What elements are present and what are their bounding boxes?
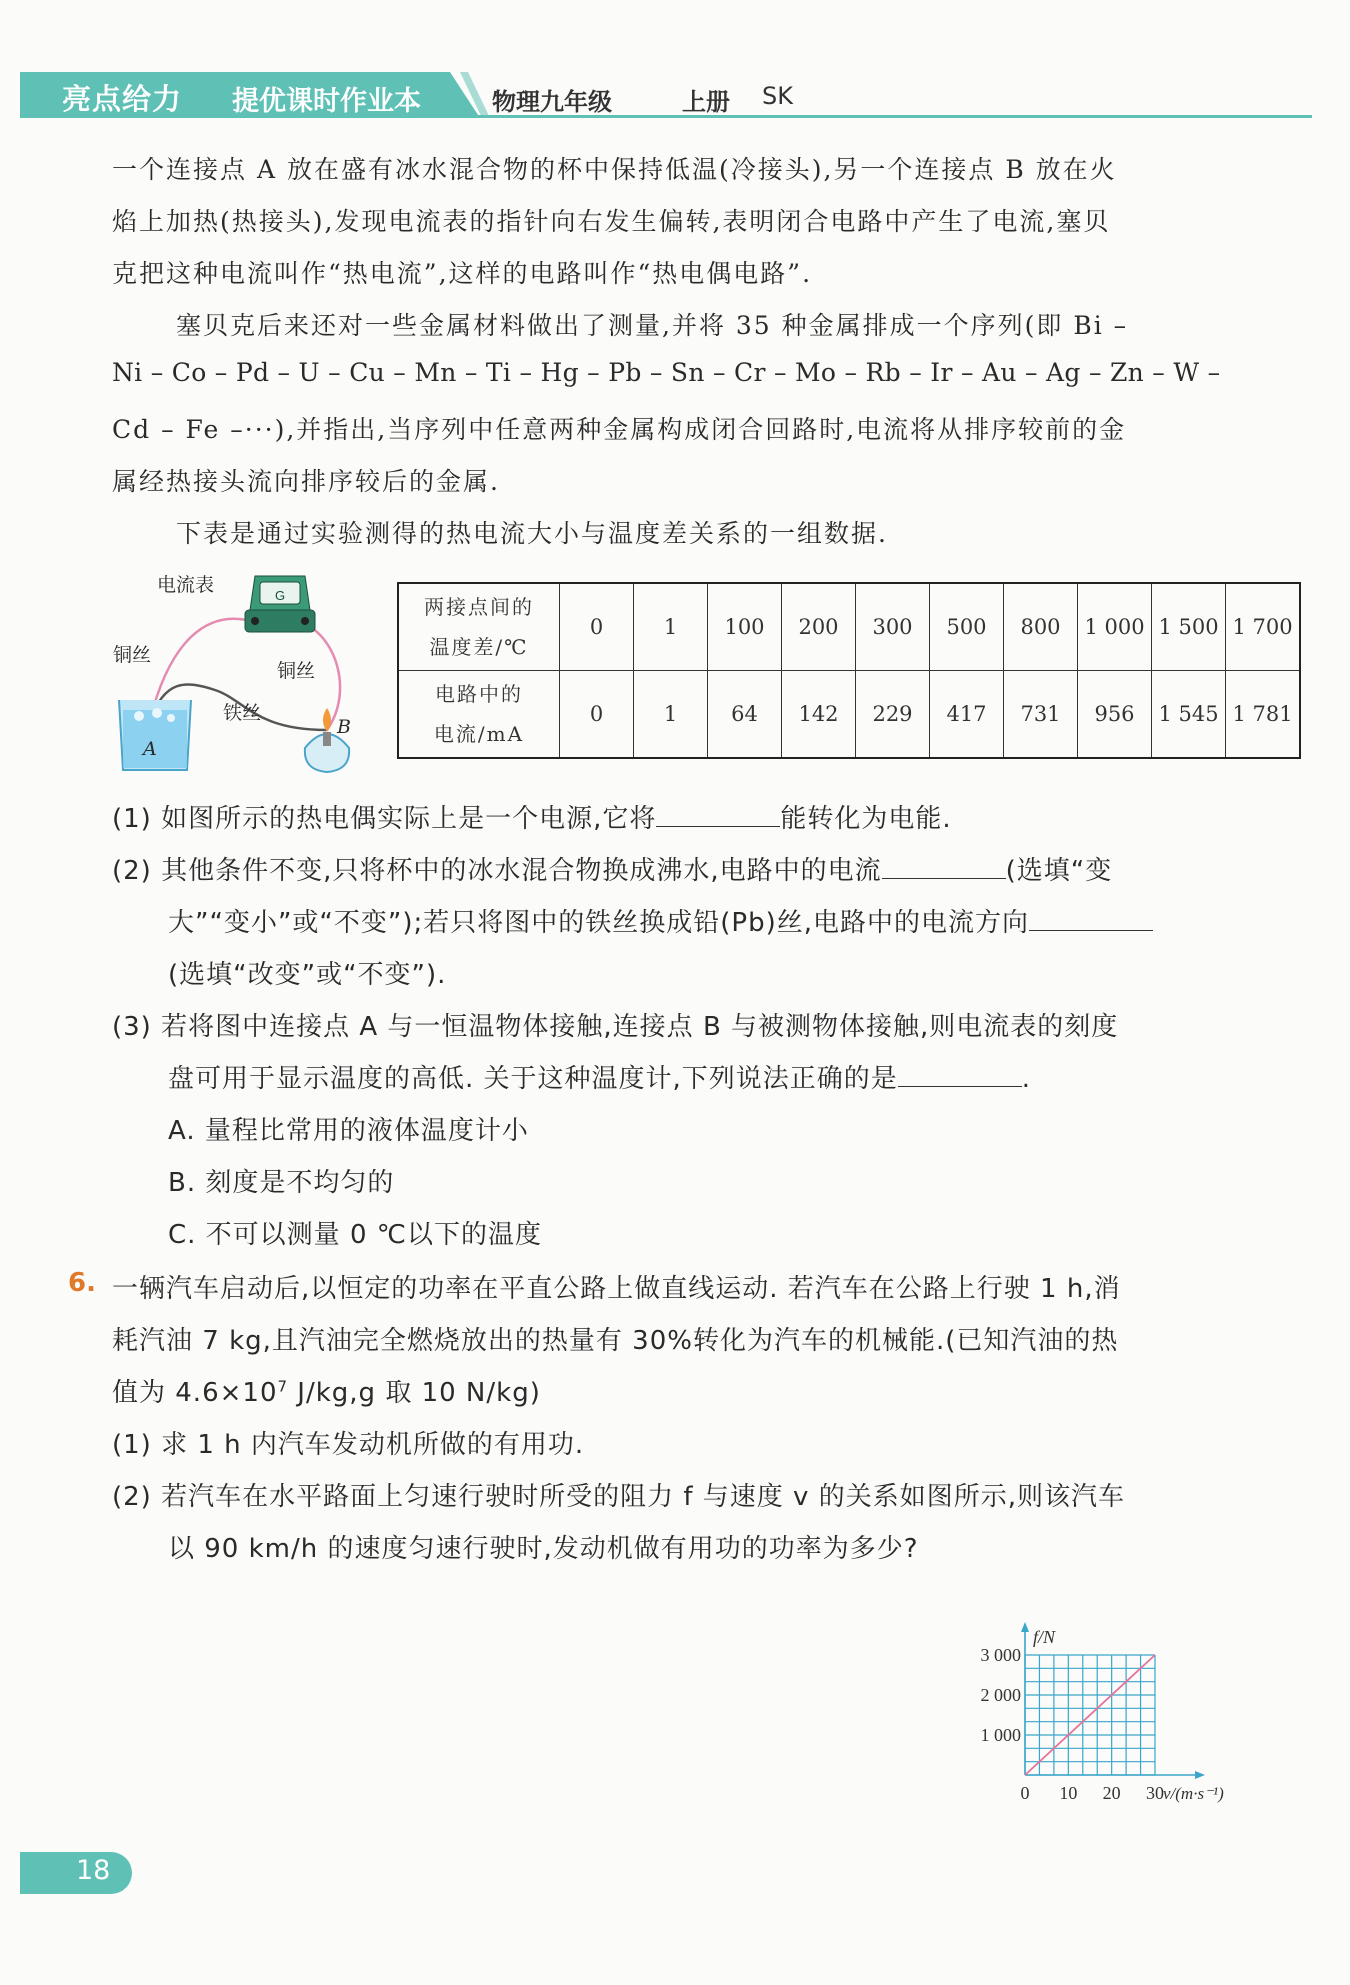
- answer-blank[interactable]: [882, 856, 1006, 879]
- x-tick-label: 0: [1020, 1783, 1030, 1803]
- answer-blank[interactable]: [898, 1064, 1022, 1087]
- edition-label: SK: [762, 82, 793, 110]
- iron-wire-label: 铁丝: [223, 702, 262, 724]
- point-a-label: A: [143, 738, 157, 760]
- question-text: (2) 若汽车在水平路面上匀速行驶时所受的阻力 f 与速度 v 的关系如图所示,则该汽车: [112, 1482, 1125, 1512]
- chart-svg: [960, 1575, 1300, 1810]
- passage-line: 属经热接头流向排序较后的金属.: [112, 467, 500, 496]
- copper-wire-label: 铜丝: [277, 660, 316, 682]
- option-b: B. 刻度是不均匀的: [168, 1168, 395, 1198]
- row-header: [398, 583, 560, 671]
- table-cell: 956: [1078, 671, 1152, 759]
- table-cell: 100: [708, 583, 782, 671]
- question-text: 能转化为电能.: [780, 804, 952, 834]
- row-header-line: 电路中的: [435, 682, 523, 706]
- question-line: [168, 1058, 1031, 1095]
- table-cell: 800: [1004, 583, 1078, 671]
- table-cell: 0: [560, 583, 634, 671]
- table-cell: 417: [930, 671, 1004, 759]
- x-tick-label: 20: [1102, 1783, 1121, 1803]
- x-axis-label: v/(m·s⁻¹): [1163, 1784, 1224, 1803]
- question-line: [112, 850, 1112, 887]
- answer-blank[interactable]: [1029, 908, 1153, 931]
- table-cell: 1 000: [1078, 583, 1152, 671]
- passage-line: 下表是通过实验测得的热电流大小与温度差关系的一组数据.: [176, 519, 888, 548]
- question-line: [112, 1372, 541, 1409]
- volume-label: 上册: [682, 88, 730, 116]
- x-tick-label: 30: [1146, 1783, 1164, 1803]
- copper-wire-label: 铜丝: [113, 644, 152, 666]
- ammeter-label: 电流表: [157, 574, 215, 596]
- series-line: [1025, 1655, 1155, 1775]
- row-header-line: 电流/mA: [433, 722, 525, 746]
- question-text: J/kg,g 取 10 N/kg): [288, 1378, 541, 1408]
- thermocouple-figure: [105, 570, 365, 790]
- x-axis-arrow: [1195, 1771, 1205, 1779]
- answer-blank[interactable]: [656, 804, 780, 827]
- table-row: [398, 583, 1300, 671]
- passage-line: 克把这种电流叫作“热电流”,这样的电路叫作“热电偶电路”.: [112, 259, 813, 288]
- table-cell: 500: [930, 583, 1004, 671]
- series-title: 提优课时作业本: [232, 86, 421, 117]
- page-number: 18: [76, 1855, 111, 1886]
- question-text: 值为 4.6×10: [112, 1378, 278, 1408]
- table-cell: 731: [1004, 671, 1078, 759]
- question-text: 大”“变小”或“不变”);若只将图中的铁丝换成铅(Pb)丝,电路中的电流方向: [168, 908, 1029, 938]
- table-cell: 64: [708, 671, 782, 759]
- question-text: 一辆汽车启动后,以恒定的功率在平直公路上做直线运动. 若汽车在公路上行驶 1 h,消: [112, 1274, 1121, 1304]
- y-tick-label: 1 000: [980, 1725, 1021, 1745]
- row-header: [398, 671, 560, 759]
- passage-line: Ni – Co – Pd – U – Cu – Mn – Ti – Hg – Pb – Sn – Cr – Mo – Rb – Ir – Au – Ag – Zn – W –: [112, 358, 1221, 387]
- exponent: 7: [277, 1377, 289, 1396]
- question-text: (1) 求 1 h 内汽车发动机所做的有用功.: [112, 1430, 585, 1460]
- question-text: (选填“变: [1005, 856, 1113, 886]
- y-axis-arrow: [1021, 1622, 1029, 1632]
- table-cell: 1 500: [1152, 583, 1226, 671]
- force-speed-chart: [960, 1575, 1300, 1810]
- brand-title: 亮点给力: [62, 82, 183, 116]
- y-axis-label: f/N: [1033, 1627, 1056, 1647]
- row-header-line: 温度差/℃: [429, 635, 529, 659]
- passage-line: Cd – Fe –···),并指出,当序列中任意两种金属构成闭合回路时,电流将从排序较前的金: [112, 415, 1127, 444]
- y-tick-label: 2 000: [980, 1685, 1021, 1705]
- x-tick-label: 10: [1059, 1783, 1078, 1803]
- question-number: 6.: [68, 1268, 96, 1298]
- table-cell: 300: [856, 583, 930, 671]
- option-c: C. 不可以测量 0 ℃以下的温度: [168, 1220, 542, 1250]
- table-row: [398, 671, 1300, 759]
- question-text: (选填“改变”或“不变”).: [168, 960, 447, 990]
- y-tick-label: 3 000: [980, 1645, 1021, 1665]
- table-cell: 1 700: [1226, 583, 1301, 671]
- book-title: 物理九年级: [492, 88, 612, 116]
- table-cell: 1 781: [1226, 671, 1301, 759]
- table-cell: 0: [560, 671, 634, 759]
- passage-line: 焰上加热(热接头),发现电流表的指针向右发生偏转,表明闭合电路中产生了电流,塞贝: [112, 207, 1111, 236]
- table-cell: 1: [634, 671, 708, 759]
- table-cell: 200: [782, 583, 856, 671]
- option-a: A. 量程比常用的液体温度计小: [168, 1116, 529, 1146]
- table-cell: 1 545: [1152, 671, 1226, 759]
- page-header: [20, 72, 1312, 122]
- question-text: 以 90 km/h 的速度匀速行驶时,发动机做有用功的功率为多少?: [168, 1534, 919, 1564]
- meter-letter: G: [274, 588, 286, 603]
- question-line: [168, 902, 1153, 939]
- question-text: (2) 其他条件不变,只将杯中的冰水混合物换成沸水,电路中的电流: [112, 856, 882, 886]
- table-cell: 229: [856, 671, 930, 759]
- row-header-line: 两接点间的: [424, 595, 534, 619]
- point-b-label: B: [337, 716, 351, 738]
- question-line: [112, 798, 952, 835]
- ammeter-icon: [245, 576, 315, 632]
- question-text: (3) 若将图中连接点 A 与一恒温物体接触,连接点 B 与被测物体接触,则电流表的刻度: [112, 1012, 1119, 1042]
- data-table: [397, 582, 1301, 759]
- question-text: (1) 如图所示的热电偶实际上是一个电源,它将: [112, 804, 657, 834]
- question-text: .: [1021, 1064, 1032, 1094]
- table-cell: 142: [782, 671, 856, 759]
- question-text: 盘可用于显示温度的高低. 关于这种温度计,下列说法正确的是: [168, 1064, 898, 1094]
- passage-line: 一个连接点 A 放在盛有冰水混合物的杯中保持低温(冷接头),另一个连接点 B 放在火: [112, 155, 1117, 184]
- passage-line: 塞贝克后来还对一些金属材料做出了测量,并将 35 种金属排成一个序列(即 Bi –: [176, 311, 1129, 340]
- question-text: 耗汽油 7 kg,且汽油完全燃烧放出的热量有 30%转化为汽车的机械能.(已知汽油的热: [112, 1326, 1119, 1356]
- table-cell: 1: [634, 583, 708, 671]
